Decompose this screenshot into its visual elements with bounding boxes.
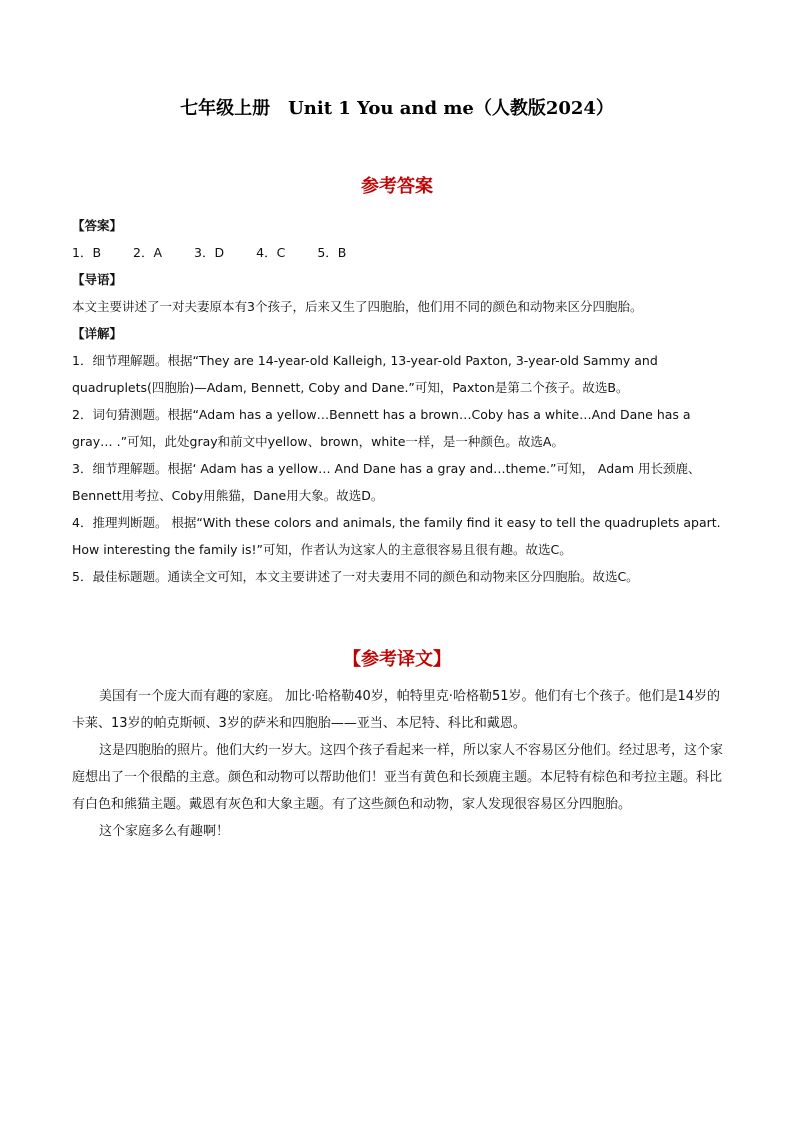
translation-paragraph: 这个家庭多么有趣啊！ xyxy=(99,824,230,839)
document-title: 七年级上册 Unit 1 You and me（人教版2024） xyxy=(180,98,614,119)
detail-item-4: 4．推理判断题。 根据“With these colors and animals, the family find it easy to tell the quadruplets apart. How interesting the family is!”可知，作者认为这家人的主意很容易且很有趣。故选C。 xyxy=(72,515,721,557)
translation-section-heading: 【参考译文】 xyxy=(343,649,451,670)
answer-item: 4．C xyxy=(256,245,286,260)
answer-item: 1．B xyxy=(72,245,102,260)
detail-item-2: 2．词句猜测题。根据“Adam has a yellow…Bennett has a brown…Coby has a white…And Dane has a gray… .”可知，此处gray和前文中yellow、brown，white一样，是一种颜色。故选A。 xyxy=(72,407,691,449)
detail-item-1: 1．细节理解题。根据“They are 14-year-old Kalleigh, 13-year-old Paxton, 3-year-old Sammy and quadruplets(四胞胎)—Adam, Bennett, Coby and Dane.”可知，Paxton是第二个孩子。故选B。 xyxy=(72,353,658,395)
answer-item: 3．D xyxy=(194,245,225,260)
translation-paragraph: 美国有一个庞大而有趣的家庭。 加比·哈格勒40岁，帕特里克·哈格勒51岁。他们有七个孩子。他们是14岁的卡莱、13岁的帕克斯顿、3岁的萨米和四胞胎——亚当、本尼特、科比和戴恩。 xyxy=(72,689,721,731)
answers-list xyxy=(72,239,732,266)
intro-label: 【导语】 xyxy=(72,272,123,287)
answer-analysis xyxy=(72,212,732,590)
intro-text: 本文主要讲述了一对夫妻原本有3个孩子，后来又生了四胞胎，他们用不同的颜色和动物来区分四胞胎。 xyxy=(72,299,643,314)
answer-section-heading: 参考答案 xyxy=(361,176,433,197)
answer-item: 2．A xyxy=(133,245,163,260)
translation-body xyxy=(72,683,732,845)
answers-label: 【答案】 xyxy=(72,218,123,233)
answer-item: 5．B xyxy=(317,245,347,260)
translation-paragraph: 这是四胞胎的照片。他们大约一岁大。这四个孩子看起来一样，所以家人不容易区分他们。经过思考，这个家庭想出了一个很酷的主意。颜色和动物可以帮助他们！亚当有黄色和长颈鹿主题。本尼特有棕色和考拉主题。科比有白色和熊猫主题。戴恩有灰色和大象主题。有了这些颜色和动物，家人发现很容易区分四胞胎。 xyxy=(72,743,724,812)
detail-label: 【详解】 xyxy=(72,326,123,341)
detail-item-5: 5．最佳标题题。通读全文可知，本文主要讲述了一对夫妻用不同的颜色和动物来区分四胞胎。故选C。 xyxy=(72,569,639,584)
detail-item-3: 3．细节理解题。根据‘ Adam has a yellow… And Dane has a gray and…theme.”可知， Adam 用长颈鹿、Bennett用考拉、Coby用熊猫，Dane用大象。故选D。 xyxy=(72,461,701,503)
